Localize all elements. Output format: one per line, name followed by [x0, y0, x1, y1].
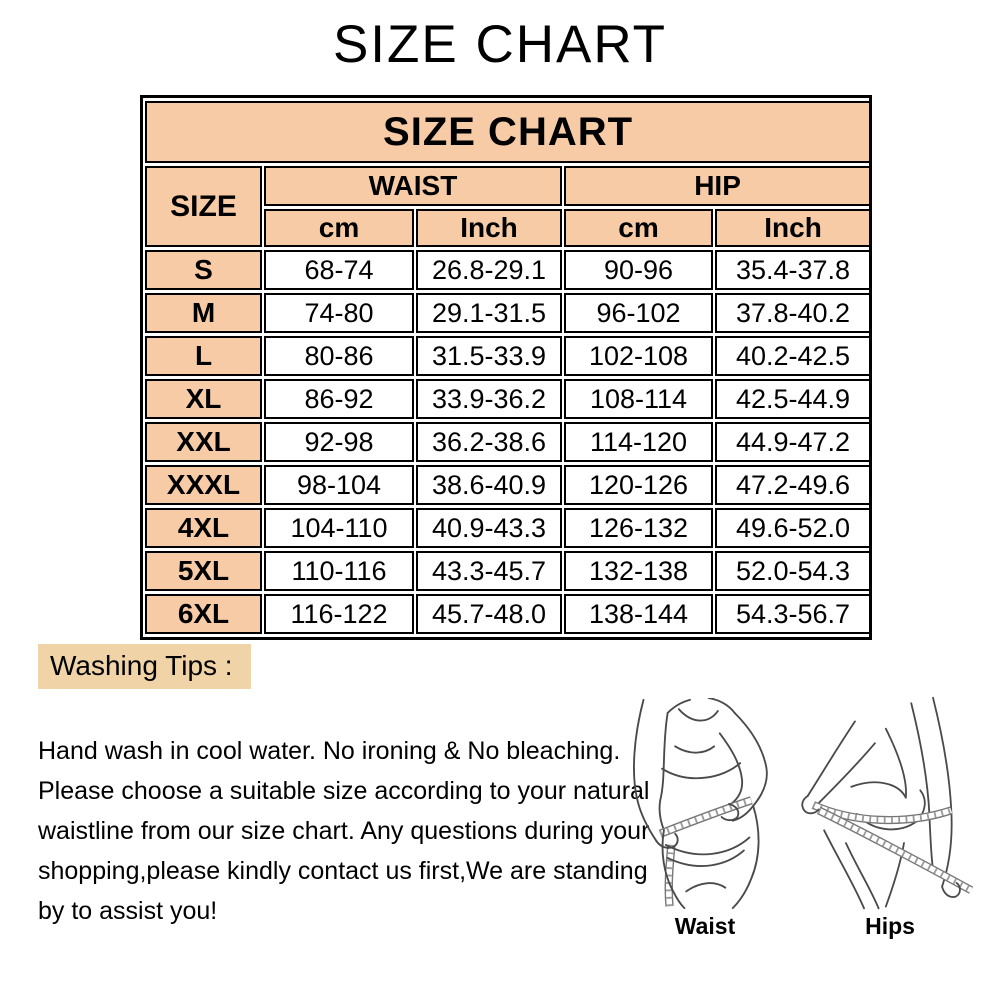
hip-cm-value: 132-138 [564, 551, 713, 591]
hip-inch-value: 47.2-49.6 [715, 465, 871, 505]
washing-tips-text [38, 731, 650, 931]
size-value: XXL [145, 422, 262, 462]
waist-inch-value: 40.9-43.3 [416, 508, 562, 548]
page-title: SIZE CHART [332, 15, 668, 74]
waist-inch-value: 33.9-36.2 [416, 379, 562, 419]
waist-cm-value: 116-122 [264, 594, 414, 634]
column-header-size: SIZE [145, 166, 262, 247]
waist-cm-value: 104-110 [264, 508, 414, 548]
column-header-hip-cm: cm [564, 209, 713, 247]
washing-tips-line: waistline from our size chart. Any questions during your [38, 817, 650, 845]
hips-measure-illustration [788, 696, 1000, 912]
washing-tips-line: by to assist you! [38, 897, 218, 925]
column-header-waist: WAIST [264, 166, 562, 206]
column-header-waist-cm: cm [264, 209, 414, 247]
size-value: 4XL [145, 508, 262, 548]
table-group-row [145, 166, 871, 206]
size-value: XL [145, 379, 262, 419]
table-row [145, 379, 871, 419]
hip-inch-value: 37.8-40.2 [715, 293, 871, 333]
hip-inch-value: 54.3-56.7 [715, 594, 871, 634]
waist-cm-value: 80-86 [264, 336, 414, 376]
table-row [145, 594, 871, 634]
hip-cm-value: 120-126 [564, 465, 713, 505]
table-row [145, 508, 871, 548]
washing-tips-label: Washing Tips : [38, 644, 251, 689]
hip-cm-value: 108-114 [564, 379, 713, 419]
waist-inch-value: 29.1-31.5 [416, 293, 562, 333]
size-value: 5XL [145, 551, 262, 591]
waist-figure-drawing [612, 698, 794, 910]
size-value: 6XL [145, 594, 262, 634]
hip-inch-value: 35.4-37.8 [715, 250, 871, 290]
hip-cm-value: 138-144 [564, 594, 713, 634]
waist-inch-value: 45.7-48.0 [416, 594, 562, 634]
waist-cm-value: 86-92 [264, 379, 414, 419]
waist-inch-value: 31.5-33.9 [416, 336, 562, 376]
waist-inch-value: 43.3-45.7 [416, 551, 562, 591]
size-value: S [145, 250, 262, 290]
table-row [145, 551, 871, 591]
size-chart-table [140, 95, 872, 640]
hip-cm-value: 126-132 [564, 508, 713, 548]
size-value: XXXL [145, 465, 262, 505]
hip-cm-value: 90-96 [564, 250, 713, 290]
table-row [145, 336, 871, 376]
column-header-hip-inch: Inch [715, 209, 871, 247]
waist-inch-value: 26.8-29.1 [416, 250, 562, 290]
hip-inch-value: 52.0-54.3 [715, 551, 871, 591]
hip-inch-value: 44.9-47.2 [715, 422, 871, 462]
table-row [145, 465, 871, 505]
size-value: L [145, 336, 262, 376]
washing-tips-line: Hand wash in cool water. No ironing & No bleaching. [38, 737, 621, 765]
waist-cm-value: 74-80 [264, 293, 414, 333]
column-header-hip: HIP [564, 166, 871, 206]
column-header-waist-inch: Inch [416, 209, 562, 247]
table-row [145, 293, 871, 333]
hip-cm-value: 96-102 [564, 293, 713, 333]
hip-cm-value: 114-120 [564, 422, 713, 462]
hip-inch-value: 40.2-42.5 [715, 336, 871, 376]
hip-inch-value: 42.5-44.9 [715, 379, 871, 419]
hip-cm-value: 102-108 [564, 336, 713, 376]
waist-cm-value: 110-116 [264, 551, 414, 591]
table-title: SIZE CHART [145, 101, 871, 163]
washing-tips-line: shopping,please kindly contact us first,We are standing [38, 857, 648, 885]
hips-figure-label: Hips [865, 913, 915, 939]
waist-measure-illustration [612, 698, 794, 910]
hip-inch-value: 49.6-52.0 [715, 508, 871, 548]
table-row [145, 422, 871, 462]
waist-inch-value: 38.6-40.9 [416, 465, 562, 505]
waist-cm-value: 98-104 [264, 465, 414, 505]
washing-tips-line: Please choose a suitable size according to your natural [38, 777, 650, 805]
table-row [145, 250, 871, 290]
waist-cm-value: 68-74 [264, 250, 414, 290]
size-value: M [145, 293, 262, 333]
waist-inch-value: 36.2-38.6 [416, 422, 562, 462]
table-title-row [145, 101, 871, 163]
waist-figure-label: Waist [674, 913, 736, 939]
hips-figure-drawing [788, 696, 1000, 912]
waist-cm-value: 92-98 [264, 422, 414, 462]
